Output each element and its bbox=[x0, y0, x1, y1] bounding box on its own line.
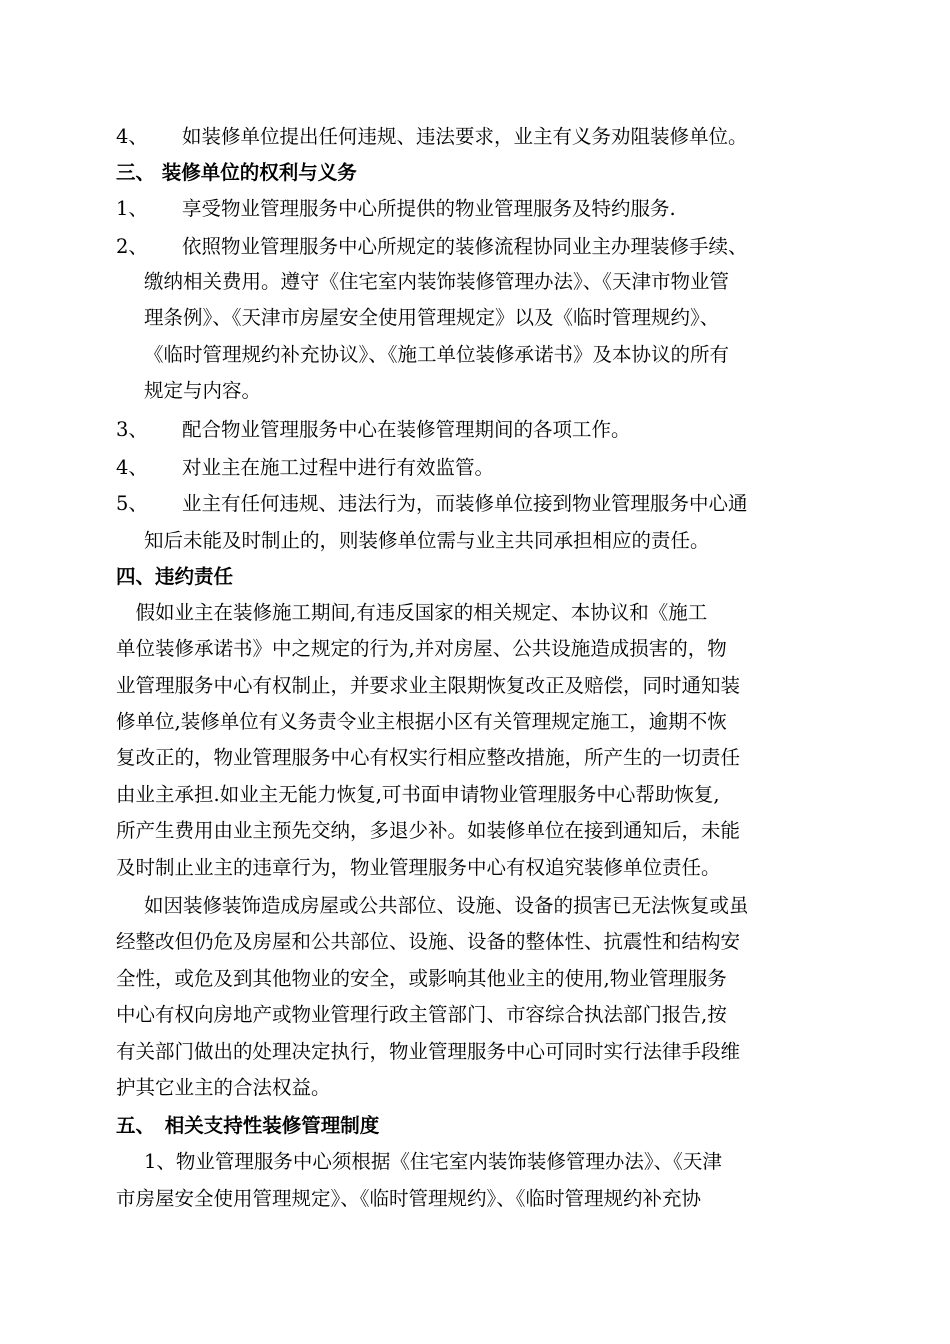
paragraph-text: 及时制止业主的违章行为，物业管理服务中心有权追究装修单位责任。 bbox=[116, 856, 721, 879]
paragraph-text: 经整改但仍危及房屋和公共部位、设施、设备的整体性、抗震性和结构安 bbox=[116, 930, 741, 953]
item-number: 4、 bbox=[116, 125, 148, 148]
paragraph-text: 业管理服务中心有权制止，并要求业主限期恢复改正及赔偿，同时通知装 bbox=[116, 674, 741, 697]
paragraph-text: 复改正的，物业管理服务中心有权实行相应整改措施，所产生的一切责任 bbox=[116, 746, 741, 769]
paragraph-text: 1、物业管理服务中心须根据《住宅室内装饰装修管理办法》、《天津 bbox=[144, 1150, 722, 1173]
paragraph-text: 护其它业主的合法权益。 bbox=[116, 1076, 331, 1099]
item-text: 享受物业管理服务中心所提供的物业管理服务及特约服务. bbox=[182, 197, 676, 220]
continuation-text: 《临时管理规约补充协议》、《施工单位装修承诺书》及本协议的所有 bbox=[144, 343, 730, 366]
paragraph-text: 如因装修装饰造成房屋或公共部位、设施、设备的损害已无法恢复或虽 bbox=[144, 894, 749, 917]
continuation-text: 理条例》、《天津市房屋安全使用管理规定》以及《临时管理规约》、 bbox=[144, 306, 720, 329]
item-text: 业主有任何违规、违法行为，而装修单位接到物业管理服务中心通 bbox=[182, 492, 748, 515]
item-number: 3、 bbox=[116, 418, 148, 441]
continuation-text: 规定与内容。 bbox=[144, 379, 262, 402]
continuation-text: 缴纳相关费用。遵守《住宅室内装饰装修管理办法》、《天津市物业管 bbox=[144, 270, 730, 293]
item-text: 依照物业管理服务中心所规定的装修流程协同业主办理装修手续、 bbox=[182, 235, 748, 258]
item-number: 4、 bbox=[116, 456, 148, 479]
item-text: 如装修单位提出任何违规、违法要求，业主有义务劝阻装修单位。 bbox=[182, 125, 748, 148]
paragraph-text: 假如业主在装修施工期间,有违反国家的相关规定、本协议和《施工 bbox=[116, 601, 708, 624]
paragraph-text: 所产生费用由业主预先交纳，多退少补。如装修单位在接到通知后，未能 bbox=[116, 819, 741, 842]
paragraph-text: 单位装修承诺书》中之规定的行为,并对房屋、公共设施造成损害的，物 bbox=[116, 637, 727, 660]
paragraph-text: 市房屋安全使用管理规定》、《临时管理规约》、《临时管理规约补充协 bbox=[116, 1187, 702, 1210]
paragraph-text: 全性，或危及到其他物业的安全，或影响其他业主的使用,物业管理服务 bbox=[116, 967, 727, 990]
item-number: 1、 bbox=[116, 197, 148, 220]
section-heading-text: 五、 相关支持性装修管理制度 bbox=[116, 1114, 380, 1137]
paragraph-text: 由业主承担.如业主无能力恢复,可书面申请物业管理服务中心帮助恢复, bbox=[116, 783, 720, 806]
section-heading-text: 三、 装修单位的权利与义务 bbox=[116, 161, 357, 184]
paragraph-text: 修单位,装修单位有义务责令业主根据小区有关管理规定施工，逾期不恢 bbox=[116, 710, 727, 733]
continuation-text: 知后未能及时制止的，则装修单位需与业主共同承担相应的责任。 bbox=[144, 529, 710, 552]
item-number: 2、 bbox=[116, 235, 148, 258]
paragraph-text: 有关部门做出的处理决定执行，物业管理服务中心可同时实行法律手段维 bbox=[116, 1040, 741, 1063]
section-heading-text: 四、违约责任 bbox=[116, 565, 234, 588]
item-number: 5、 bbox=[116, 492, 148, 515]
paragraph-text: 中心有权向房地产或物业管理行政主管部门、市容综合执法部门报告,按 bbox=[116, 1003, 727, 1026]
item-text: 对业主在施工过程中进行有效监管。 bbox=[182, 456, 495, 479]
item-text: 配合物业管理服务中心在装修管理期间的各项工作。 bbox=[182, 418, 631, 441]
